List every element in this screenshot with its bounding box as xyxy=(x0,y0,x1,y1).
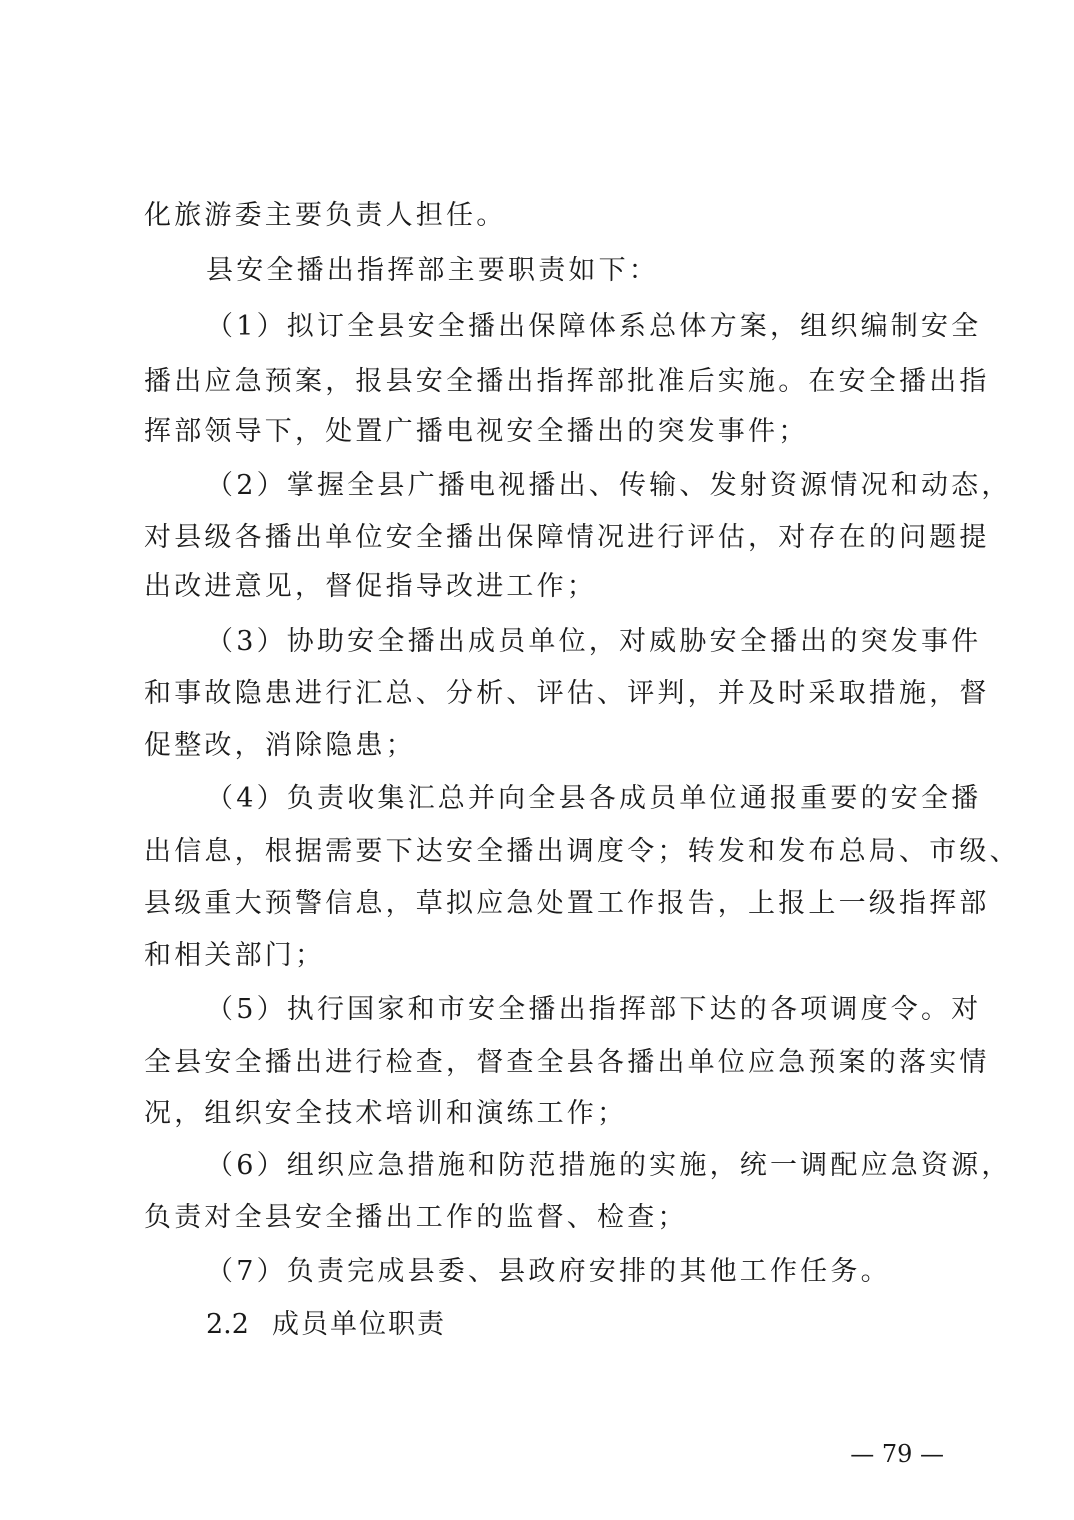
section-number: 2.2 xyxy=(206,1309,249,1340)
text-line: （6）组织应急措施和防范措施的实施，统一调配应急资源， xyxy=(206,1150,1012,1181)
section-heading xyxy=(206,1305,1006,1345)
text-line: 促整改，消除隐患； xyxy=(144,730,416,761)
text-line: 县级重大预警信息，草拟应急处置工作报告，上报上一级指挥部 xyxy=(144,888,990,919)
text-line: （1）拟订全县安全播出保障体系总体方案，组织编制安全 xyxy=(206,311,982,342)
text-line: 出改进意见，督促指导改进工作； xyxy=(144,571,597,602)
text-line: 负责对全县安全播出工作的监督、检查； xyxy=(144,1202,688,1233)
section-title: 成员单位职责 xyxy=(272,1309,446,1340)
text-line: 况，组织安全技术培训和演练工作； xyxy=(144,1098,628,1129)
text-line: （7）负责完成县委、县政府安排的其他工作任务。 xyxy=(206,1256,891,1287)
text-line: （3）协助安全播出成员单位，对威胁安全播出的突发事件 xyxy=(206,626,982,657)
page-number: — 79 — xyxy=(850,1440,944,1468)
text-line: 化旅游委主要负责人担任。 xyxy=(144,200,507,231)
text-line: 和相关部门； xyxy=(144,940,326,971)
text-line: （5）执行国家和市安全播出指挥部下达的各项调度令。对 xyxy=(206,994,982,1025)
text-line: 挥部领导下，处置广播电视安全播出的突发事件； xyxy=(144,416,809,447)
text-line: 出信息，根据需要下达安全播出调度令；转发和发布总局、市级、 xyxy=(144,836,1020,867)
text-line: 县安全播出指挥部主要职责如下： xyxy=(206,255,659,286)
text-line: （2）掌握全县广播电视播出、传输、发射资源情况和动态， xyxy=(206,470,1012,501)
text-line: 播出应急预案，报县安全播出指挥部批准后实施。在安全播出指 xyxy=(144,366,990,397)
text-line: （4）负责收集汇总并向全县各成员单位通报重要的安全播 xyxy=(206,783,982,814)
text-line: 全县安全播出进行检查，督查全县各播出单位应急预案的落实情 xyxy=(144,1047,990,1078)
text-line: 和事故隐患进行汇总、分析、评估、评判，并及时采取措施，督 xyxy=(144,678,990,709)
text-line: 对县级各播出单位安全播出保障情况进行评估，对存在的问题提 xyxy=(144,522,990,553)
